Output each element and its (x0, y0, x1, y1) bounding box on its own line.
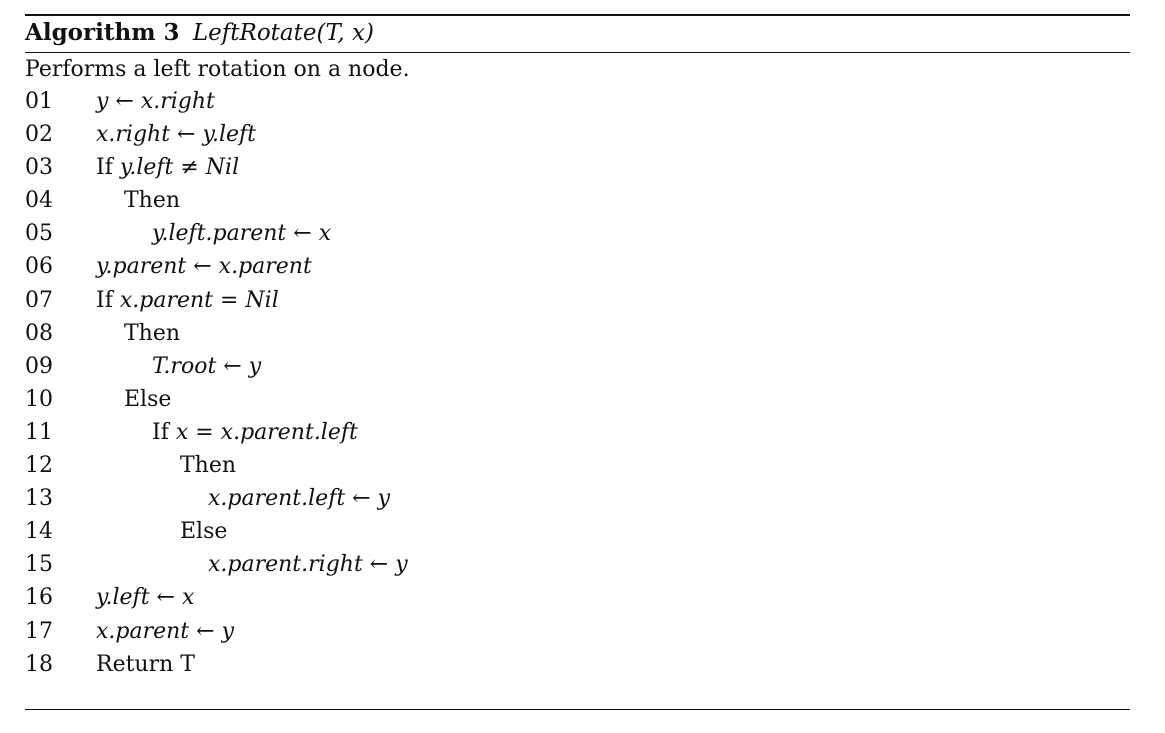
line-expression: y.parent ← x.parent (96, 254, 312, 280)
line-number: 08 (25, 320, 53, 346)
line-number: 05 (25, 221, 53, 247)
line-keyword: Else (124, 386, 172, 412)
line-keyword: Else (180, 519, 228, 545)
line-number: 12 (25, 453, 53, 479)
pseudocode-lines (25, 88, 1125, 684)
line-number: 18 (25, 651, 53, 677)
line-expression: T.root ← y (152, 353, 262, 379)
code-line (25, 121, 1125, 154)
line-code (180, 452, 236, 480)
line-expression: x.parent = Nil (119, 287, 279, 313)
algorithm-signature: LeftRotate(T, x) (192, 20, 374, 46)
code-line (25, 651, 1125, 684)
line-code (124, 386, 171, 414)
algorithm-description: Performs a left rotation on a node. (25, 57, 410, 82)
line-expression: x.right ← y.left (96, 122, 257, 148)
line-number: 02 (25, 122, 53, 148)
line-expression: x.parent ← y (96, 618, 234, 644)
line-keyword: If (152, 419, 169, 445)
line-keyword: Return T (96, 651, 195, 677)
line-code (152, 353, 261, 381)
code-line (25, 253, 1125, 286)
algorithm-header (25, 18, 374, 48)
line-code (124, 320, 180, 348)
line-number: 03 (25, 155, 53, 181)
code-line (25, 419, 1125, 452)
line-number: 14 (25, 519, 53, 545)
line-number: 01 (25, 89, 53, 114)
line-expression: y.left ← x (96, 585, 195, 611)
line-code (96, 618, 234, 646)
line-expression: x = x.parent.left (175, 419, 358, 445)
line-code (96, 584, 194, 612)
code-line (25, 220, 1125, 253)
code-line (25, 518, 1125, 551)
line-expression: y.left ≠ Nil (119, 155, 240, 181)
code-line (25, 584, 1125, 617)
code-line (25, 287, 1125, 320)
header-rule (25, 52, 1130, 53)
algorithm-label: Algorithm 3 (25, 19, 180, 46)
code-line (25, 551, 1125, 584)
line-expression: x.parent.left ← y (208, 486, 391, 512)
code-line (25, 452, 1125, 485)
line-code (96, 154, 239, 182)
code-line (25, 320, 1125, 353)
code-line (25, 618, 1125, 651)
code-line (25, 154, 1125, 187)
line-number: 06 (25, 254, 53, 280)
line-code (208, 485, 390, 513)
line-code (96, 253, 312, 281)
code-line (25, 386, 1125, 419)
line-code (96, 287, 279, 315)
line-keyword: If (96, 287, 113, 313)
line-expression: y.left.parent ← x (152, 221, 332, 247)
line-number: 16 (25, 585, 53, 611)
line-number: 13 (25, 486, 53, 512)
code-line (25, 88, 1125, 121)
line-code (96, 121, 256, 149)
line-code (208, 551, 408, 579)
line-number: 17 (25, 618, 53, 644)
bottom-rule (25, 709, 1130, 710)
line-code (152, 419, 358, 447)
line-keyword: Then (124, 188, 181, 214)
line-number: 07 (25, 287, 53, 313)
line-number: 04 (25, 188, 53, 214)
code-line (25, 353, 1125, 386)
code-line (25, 485, 1125, 518)
line-keyword: Then (124, 320, 181, 346)
line-keyword: If (96, 155, 113, 181)
line-expression: y ← x.right (96, 89, 215, 114)
line-keyword: Then (180, 453, 237, 479)
line-number: 11 (25, 419, 53, 445)
line-code (124, 187, 180, 215)
line-code (96, 651, 195, 679)
line-number: 09 (25, 353, 53, 379)
line-expression: x.parent.right ← y (208, 552, 408, 578)
code-line (25, 187, 1125, 220)
line-code (152, 220, 331, 248)
line-code (180, 518, 227, 546)
line-number: 10 (25, 386, 53, 412)
line-number: 15 (25, 552, 53, 578)
top-rule (25, 14, 1130, 16)
line-code (96, 88, 215, 116)
